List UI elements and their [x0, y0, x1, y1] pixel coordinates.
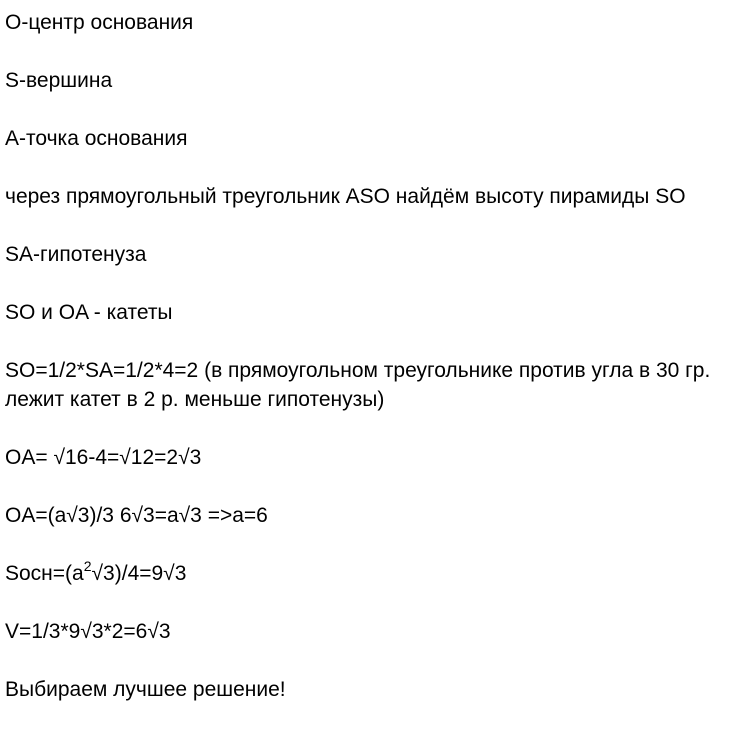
- line-hypotenuse: SA-гипотенуза: [5, 243, 147, 266]
- line-height-method: через прямоугольный треугольник ASO найдём высоту пирамиды SO: [5, 185, 686, 208]
- line-vertex-definition: S-вершина: [5, 69, 113, 92]
- line-center-definition: O-центр основания: [5, 11, 194, 34]
- base-area-exponent: 2: [83, 558, 92, 574]
- line-side-calculation: OA=(a√3)/3 6√3=a√3 =>a=6: [5, 504, 268, 527]
- line-so-calculation: SO=1/2*SA=1/2*4=2 (в прямоугольном треугольнике против угла в 30 гр. лежит катет в 2 р. меньше гипотенузы): [5, 359, 711, 411]
- base-area-end: √3)/4=9√3: [91, 562, 187, 585]
- line-oa-calculation: OA= √16-4=√12=2√3: [5, 446, 202, 469]
- line-closing: Выбираем лучшее решение!: [5, 678, 286, 701]
- solution-text: [5, 8, 740, 704]
- line-legs: SO и OA - катеты: [5, 301, 173, 324]
- line-base-point-definition: A-точка основания: [5, 127, 188, 150]
- line-base-area: [5, 559, 740, 588]
- base-area-start: Sосн=(a: [5, 562, 84, 585]
- line-volume: V=1/3*9√3*2=6√3: [5, 620, 171, 643]
